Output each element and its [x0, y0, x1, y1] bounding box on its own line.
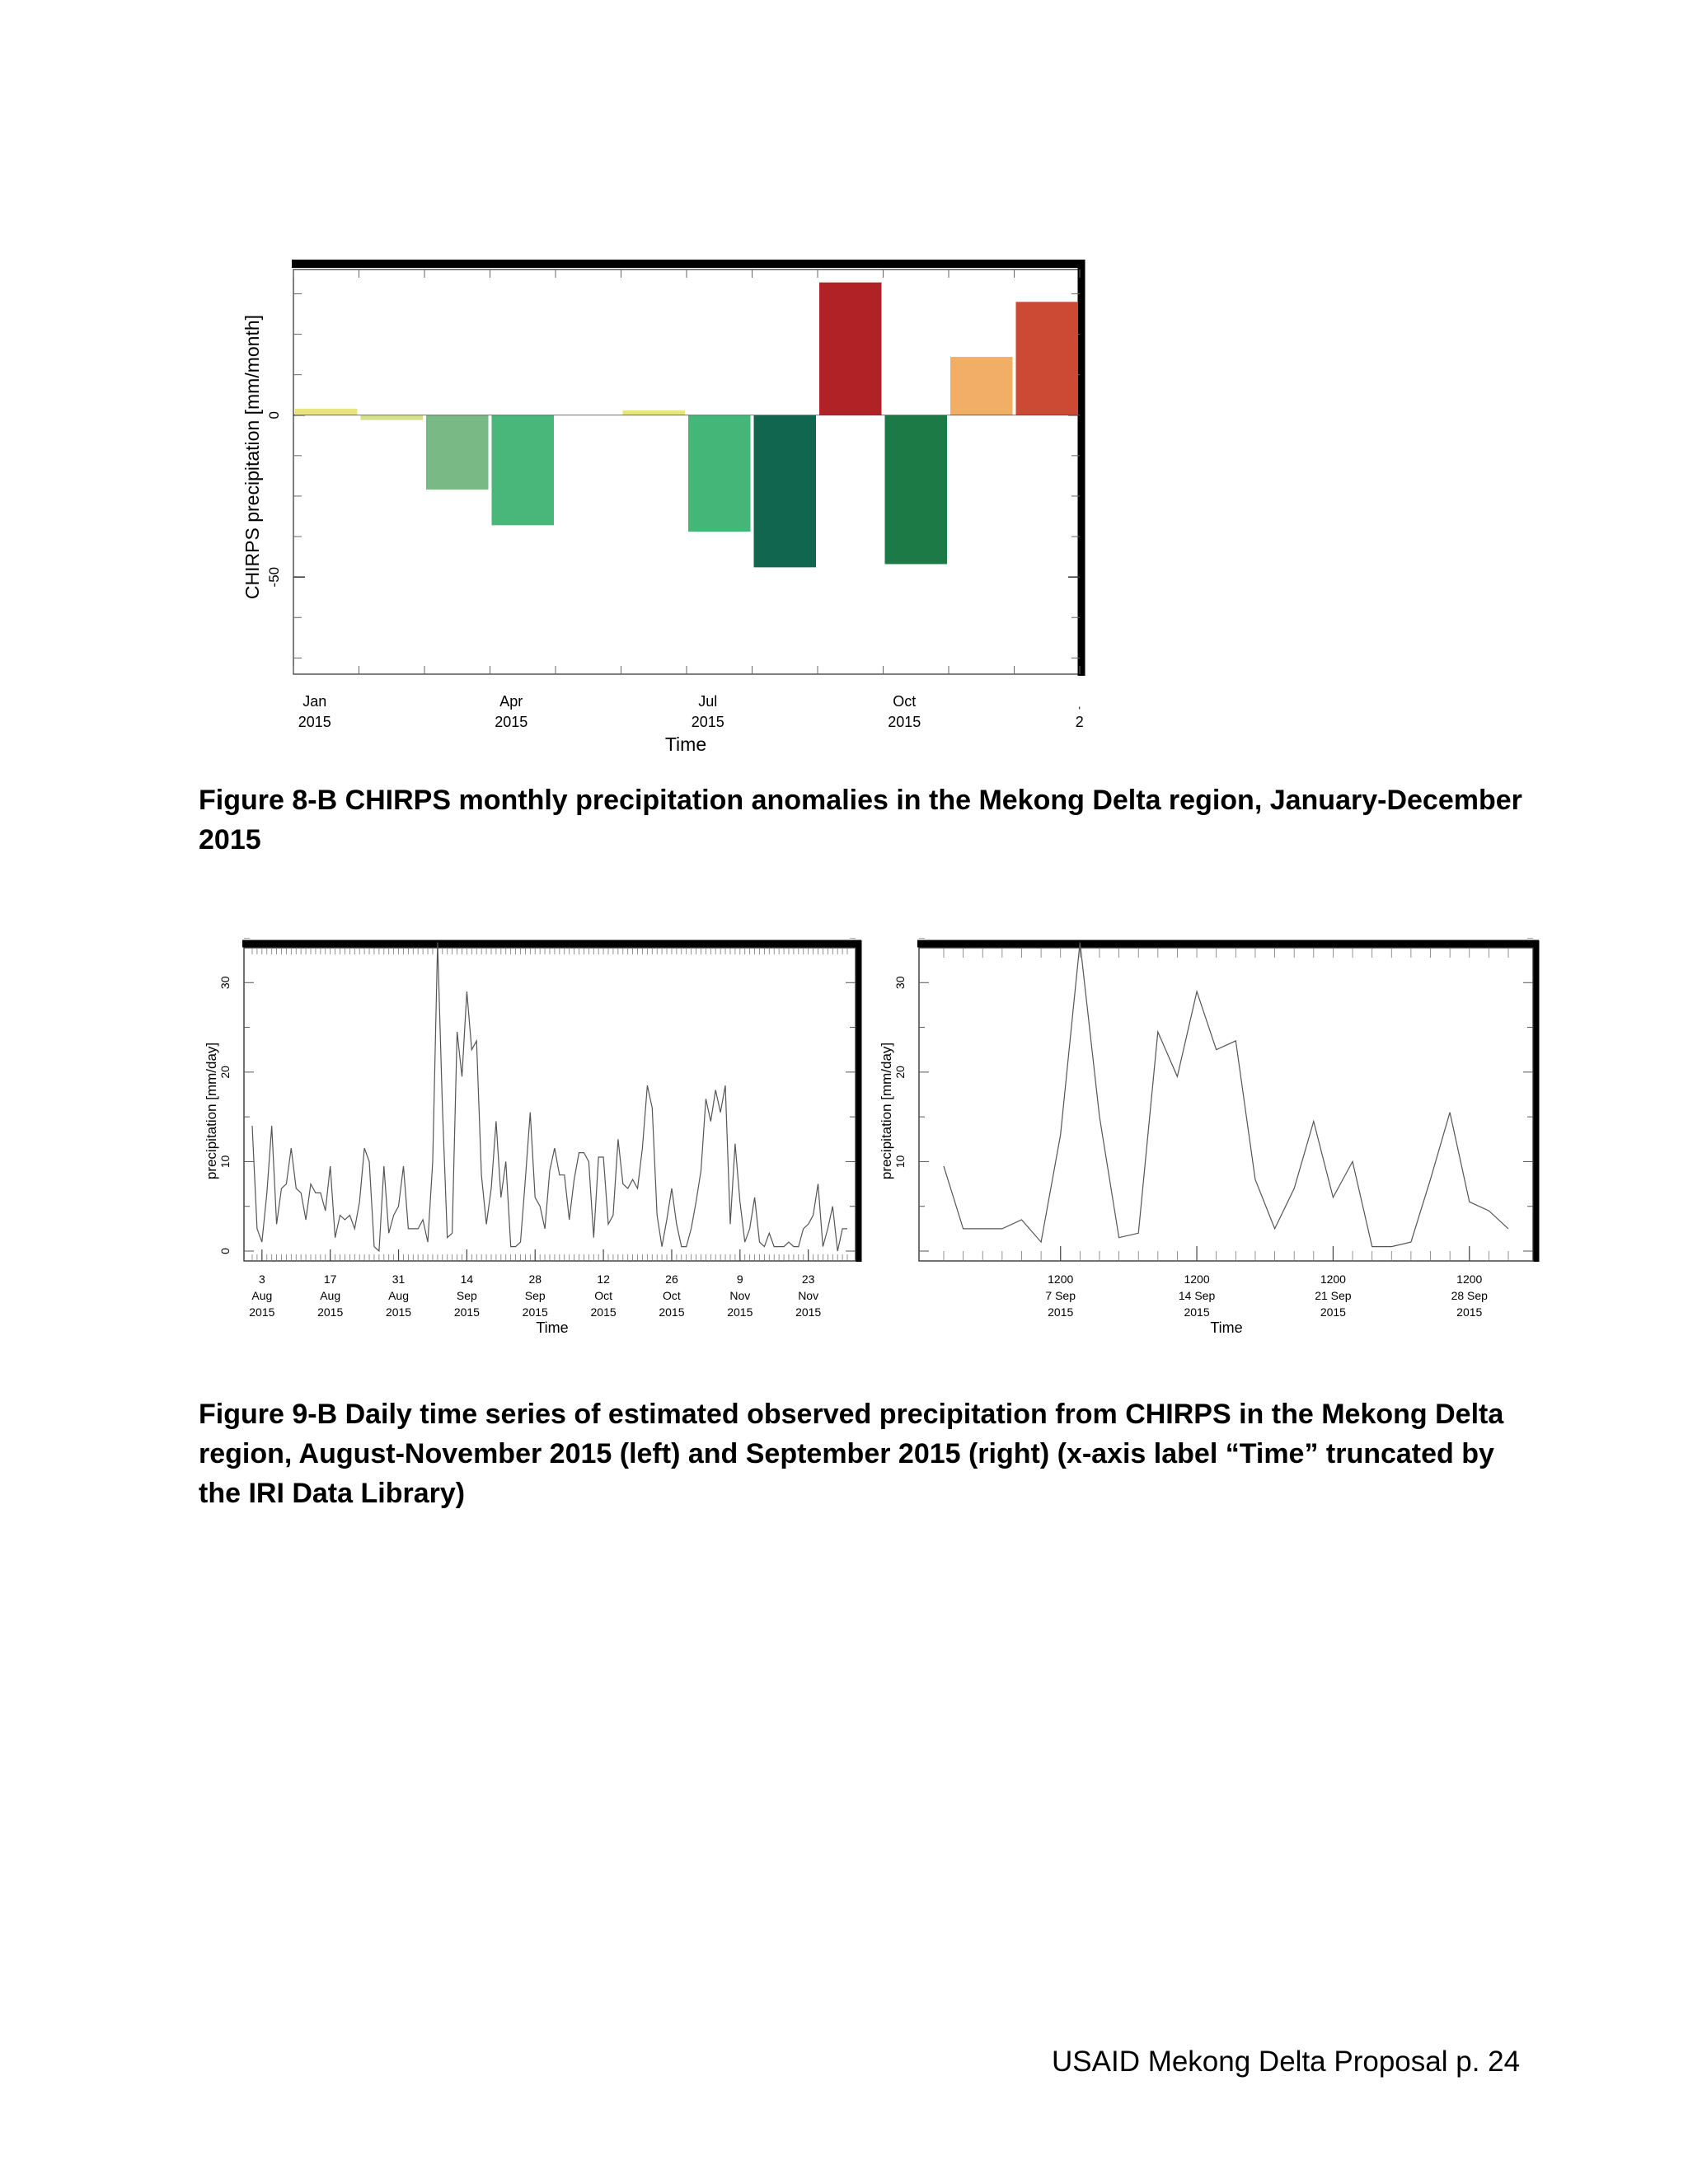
bar-6 — [688, 415, 751, 532]
figure8-chart — [231, 255, 1090, 762]
bar-3 — [492, 415, 555, 526]
y-tick-label: -50 — [266, 566, 282, 588]
x-tick-label: Aug — [320, 1289, 341, 1302]
y-tick-label: 0 — [218, 1248, 232, 1254]
x-tick-label: Sep — [524, 1289, 546, 1302]
x-tick-label: Oct — [594, 1289, 612, 1302]
x-axis-label: Time — [1210, 1319, 1243, 1336]
bar-0 — [295, 409, 358, 415]
y-tick-label: 10 — [893, 1155, 907, 1169]
x-tick-label: Nov — [798, 1289, 819, 1302]
y-axis-label: precipitation [mm/day] — [879, 1042, 894, 1180]
bar-2 — [426, 415, 489, 490]
x-tick-label-month: Oct — [893, 693, 917, 710]
x-tick-label-year: 2015 — [298, 714, 331, 730]
bar-8 — [819, 283, 882, 415]
x-tick-label: 23 — [801, 1272, 815, 1286]
figure8-caption: Figure 8-B CHIRPS monthly precipitation anomalies in the Mekong Delta region, January-December 2015 — [199, 785, 1522, 855]
figure9-right-chart — [870, 938, 1545, 1342]
x-tick-label-month: Jul — [698, 693, 718, 710]
x-tick-label: 2015 — [385, 1305, 412, 1319]
x-tick-label: Sep — [456, 1289, 477, 1302]
plot-frame — [293, 269, 1080, 674]
bar-1 — [361, 415, 424, 420]
x-tick-label: 2015 — [317, 1305, 344, 1319]
x-axis-label: Time — [664, 733, 707, 755]
x-tick-label: 1200 — [1184, 1272, 1210, 1286]
y-axis-label: CHIRPS precipitation [mm/month] — [241, 314, 263, 600]
figure9-caption: Figure 9-B Daily time series of estimated observed precipitation from CHIRPS in the Mekong Delta region, August-November 2015 (left) and September 2015 (right) (x-axis label “Time” truncated by the IRI Data Library) — [199, 1399, 1504, 1509]
x-tick-label: 2015 — [659, 1305, 685, 1319]
bar-7 — [754, 415, 817, 568]
bar-9 — [885, 415, 948, 565]
x-tick-label-month: Apr — [499, 693, 523, 710]
x-tick-label: 2015 — [795, 1305, 822, 1319]
bar-11 — [1016, 302, 1079, 415]
x-tick-label: 28 — [528, 1272, 542, 1286]
plot-frame — [919, 948, 1533, 1261]
y-tick-label: 0 — [266, 411, 282, 419]
x-tick-label: 2015 — [453, 1305, 480, 1319]
x-tick-label: Nov — [729, 1289, 751, 1302]
x-tick-label: 1200 — [1048, 1272, 1074, 1286]
x-tick-label: 12 — [597, 1272, 610, 1286]
x-tick-label: 2015 — [590, 1305, 617, 1319]
x-tick-label: 2015 — [727, 1305, 753, 1319]
bar-5 — [623, 410, 686, 415]
x-tick-label: 2015 — [249, 1305, 275, 1319]
x-tick-label: 31 — [392, 1272, 406, 1286]
x-tick-label: 28 Sep — [1451, 1289, 1488, 1302]
x-tick-label: 2015 — [1456, 1305, 1483, 1319]
x-tick-label: 17 — [323, 1272, 337, 1286]
x-tick-label-year: 2015 — [888, 714, 921, 730]
x-tick-label: Aug — [251, 1289, 273, 1302]
x-tick-label: 3 — [258, 1272, 265, 1286]
x-tick-label-month: Jan — [302, 693, 327, 710]
y-tick-label: 10 — [218, 1155, 232, 1169]
page-footer: USAID Mekong Delta Proposal p. 24 — [1052, 2046, 1521, 2078]
x-tick-label-year: 2015 — [691, 714, 724, 730]
x-tick-label: Oct — [663, 1289, 681, 1302]
y-tick-label: 20 — [893, 1066, 907, 1079]
x-tick-label: 1200 — [1320, 1272, 1346, 1286]
y-tick-label: 30 — [893, 976, 907, 990]
figure9-left-svg — [190, 938, 874, 1342]
y-tick-label: 20 — [218, 1066, 232, 1079]
x-tick-label: 26 — [665, 1272, 678, 1286]
x-axis-label: Time — [536, 1319, 569, 1336]
y-tick-label: 30 — [218, 976, 232, 990]
x-tick-label: 2015 — [1320, 1305, 1346, 1319]
bar-10 — [950, 357, 1013, 415]
plot-frame — [244, 948, 856, 1261]
x-tick-label: 14 — [460, 1272, 474, 1286]
x-tick-label: Aug — [388, 1289, 410, 1302]
y-axis-label: precipitation [mm/day] — [204, 1042, 219, 1180]
figure9-left-chart — [190, 938, 874, 1342]
figure9-right-svg — [870, 938, 1545, 1342]
x-tick-label: 9 — [736, 1272, 743, 1286]
x-tick-label: 7 Sep — [1045, 1289, 1076, 1302]
x-tick-label: 2015 — [1184, 1305, 1210, 1319]
figure8-svg — [231, 255, 1090, 762]
x-tick-label-year: 2 — [1075, 714, 1084, 730]
x-tick-label: 1200 — [1456, 1272, 1483, 1286]
x-tick-label-year: 2015 — [495, 714, 528, 730]
x-tick-label: 2015 — [1048, 1305, 1074, 1319]
x-tick-label: 21 Sep — [1315, 1289, 1352, 1302]
x-tick-label: 14 Sep — [1178, 1289, 1216, 1302]
x-tick-label: 2015 — [522, 1305, 548, 1319]
x-tick-label-month: ˌ — [1076, 693, 1082, 710]
